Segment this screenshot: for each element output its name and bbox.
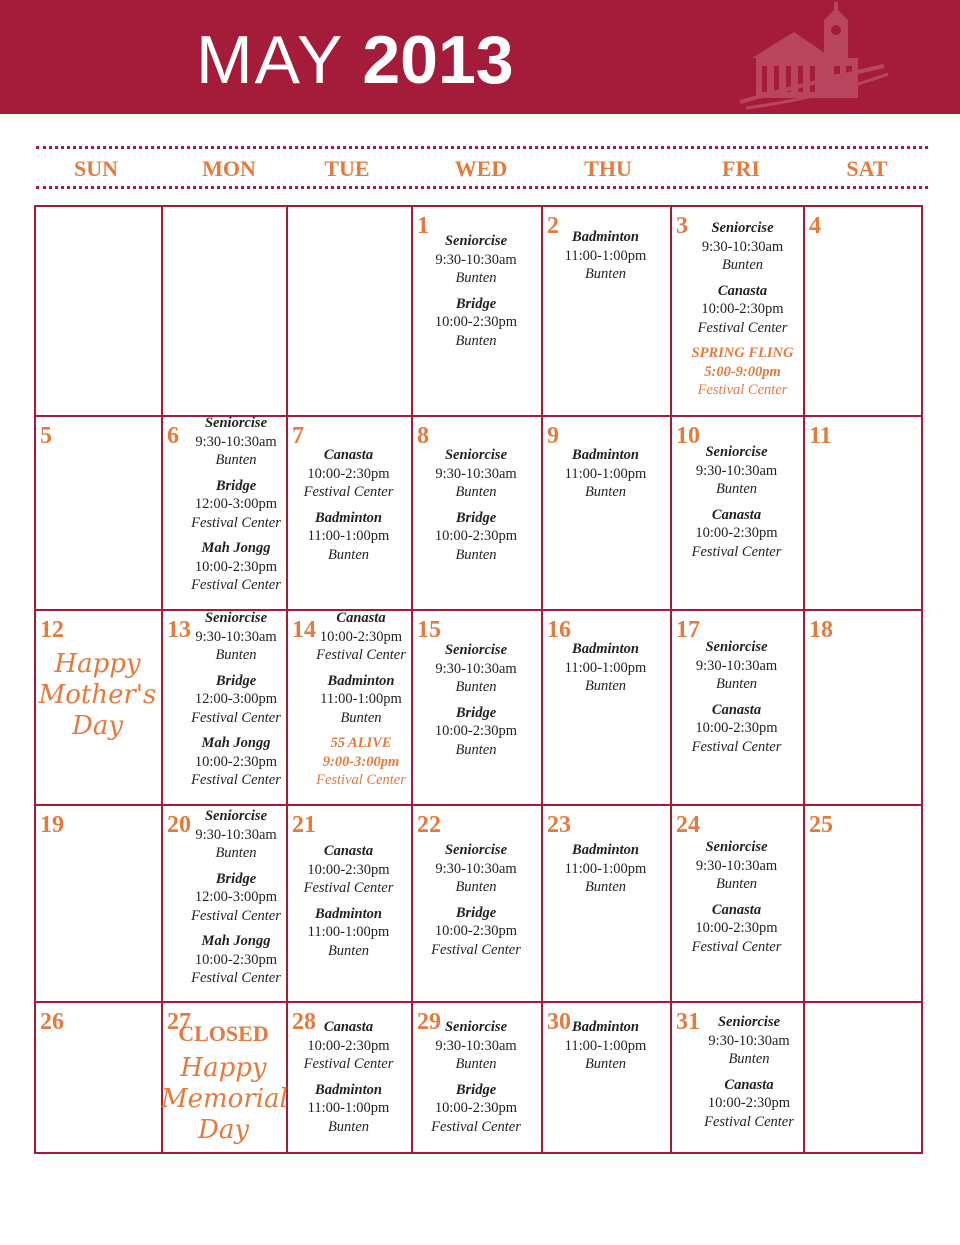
event-entry [186,734,286,790]
event-location: Festival Center [431,941,521,958]
day-events [670,638,803,763]
event-time: 9:30-10:30am [435,660,517,677]
event-name: Bridge [215,672,257,689]
event-time: 9:30-10:30am [435,251,517,268]
event-entry [286,509,411,565]
event-time: 10:00-2:30pm [307,1037,390,1054]
event-location: Bunten [455,879,497,895]
event-time: 11:00-1:00pm [564,1037,647,1054]
event-entry [682,219,803,275]
event-entry [411,232,541,288]
event-entry [186,539,286,595]
event-entry [411,1018,541,1074]
grid-row-divider [36,1001,921,1003]
day-number: 29 [417,1009,441,1035]
grid-column-divider [803,207,805,1152]
event-location: Festival Center [691,543,782,560]
event-name: Badminton [572,641,639,657]
event-location: Bunten [215,452,257,468]
event-time: 10:00-2:30pm [434,1100,518,1116]
event-time: 11:00-1:00pm [307,528,390,544]
event-name: Badminton [572,447,639,463]
event-time: 10:00-2:30pm [695,720,778,736]
event-entry [541,446,670,502]
event-entry [311,734,411,790]
event-entry [411,1081,541,1137]
day-events [541,228,670,291]
day-number: 19 [40,812,64,838]
event-location: Bunten [584,678,627,694]
event-location: Bunten [721,257,764,273]
event-location: Festival Center [691,738,782,755]
event-location: Festival Center [704,1113,794,1130]
event-time: 10:00-2:30pm [194,558,278,575]
event-time: 9:30-10:30am [435,860,517,877]
event-entry [286,1081,411,1137]
event-entry [311,609,411,665]
day-events [695,1013,803,1138]
day-events [286,842,411,967]
month-name: MAY [196,22,345,98]
event-location: Festival Center [303,1056,394,1072]
event-location: Bunten [327,546,370,563]
holiday-note-line: Day [197,1115,250,1145]
event-name: Canasta [711,701,762,718]
event-entry [411,446,541,502]
day-events [411,446,541,571]
event-entry [186,870,286,926]
event-time: 10:00-2:30pm [434,923,518,939]
event-name: Badminton [572,842,639,858]
event-entry [670,901,803,957]
day-number: 27 [167,1009,191,1035]
event-name: Seniorcise [444,447,508,463]
day-number: 23 [547,812,571,838]
event-name: Canasta [711,901,762,918]
event-time: 10:00-2:30pm [434,314,518,330]
event-name: Canasta [323,1019,374,1035]
event-time: 11:00-1:00pm [564,247,647,264]
event-name: Canasta [711,506,762,523]
event-location: Bunten [455,270,497,286]
event-name: Canasta [323,447,374,463]
event-location: Bunten [327,942,370,959]
weekday-wed: WED [454,156,508,181]
event-location: Festival Center [691,938,782,955]
day-events [286,1018,411,1143]
event-name: Mah Jongg [201,735,271,751]
event-entry [286,905,411,961]
day-number: 10 [676,423,700,449]
day-number: 25 [809,812,833,838]
event-time: 11:00-1:00pm [307,1100,390,1116]
event-name: Badminton [315,905,382,922]
event-location: Bunten [584,1056,627,1072]
day-events [541,640,670,703]
event-name: Seniorcise [717,1014,781,1030]
day-events [411,841,541,966]
event-time: 9:30-10:30am [435,465,517,482]
closed-label: CLOSED [178,1021,269,1046]
month-header-band [0,0,960,114]
event-time: 10:00-2:30pm [194,753,278,770]
event-name: Canasta [336,610,386,626]
event-entry [411,641,541,697]
event-location: Bunten [215,845,257,861]
event-location: Bunten [715,876,758,892]
event-time: 9:30-10:30am [435,1037,517,1054]
event-name: Seniorcise [204,415,268,431]
event-location: Bunten [340,709,382,726]
event-location: Bunten [584,484,627,500]
event-time: 9:30-10:30am [708,1032,790,1049]
day-number: 8 [417,423,429,449]
event-entry [286,1018,411,1074]
event-time: 11:00-1:00pm [564,860,647,877]
event-entry [541,640,670,696]
weekday-sat: SAT [846,156,888,181]
event-time: 10:00-2:30pm [695,525,778,541]
event-entry [186,807,286,863]
event-location: Festival Center [303,484,394,500]
day-events [541,446,670,509]
event-time: 10:00-2:30pm [434,528,518,544]
building-clocktower-logo [732,2,892,112]
event-time: 9:30-10:30am [195,826,277,843]
event-location: Festival Center [191,709,281,726]
day-number: 31 [676,1009,700,1035]
holiday-note-line: Day [71,711,124,741]
event-time: 9:30-10:30am [695,657,778,674]
event-location: Bunten [715,676,758,692]
event-name: Badminton [327,672,395,689]
event-time: 9:30-10:30am [195,433,277,450]
grid-column-divider [286,207,288,1152]
weekday-mon: MON [202,156,256,181]
event-location: Festival Center [697,382,788,398]
event-entry [186,932,286,988]
day-events [186,807,286,995]
event-location: Festival Center [316,772,406,788]
event-time: 10:00-2:30pm [194,951,278,968]
event-entry [541,1018,670,1074]
day-number: 2 [547,213,559,239]
holiday-note-line: Memorial [161,1084,288,1114]
event-name: Canasta [323,843,374,859]
event-name: Bridge [455,509,497,526]
holiday-note-line: Happy [180,1053,267,1083]
event-entry [186,477,286,533]
holiday-note-line: Happy [54,649,141,679]
event-time: 10:00-2:30pm [307,465,390,482]
event-time: 9:30-10:30am [695,462,778,479]
event-time: 11:00-1:00pm [564,659,647,676]
event-entry [670,838,803,894]
event-time: 9:30-10:30am [701,238,784,255]
weekday-sun: SUN [73,156,118,181]
day-number: 1 [417,213,429,239]
event-time: 9:30-10:30am [695,857,778,874]
event-location: Bunten [584,879,627,895]
holiday-note-line: Mother's [38,680,157,710]
day-number: 5 [40,423,52,449]
event-time: 11:00-1:00pm [307,924,390,940]
event-time: 10:00-2:30pm [707,1095,791,1111]
event-entry [682,282,803,338]
day-number: 13 [167,617,191,643]
day-events [411,1018,541,1143]
event-location: Bunten [215,647,257,663]
event-entry [411,841,541,897]
day-number: 3 [676,213,688,239]
month-title [196,22,514,98]
grid-row-divider [36,415,921,417]
holiday-note [161,1053,286,1146]
day-number: 4 [809,213,821,239]
event-entry [186,414,286,470]
day-events [411,641,541,766]
day-number: 9 [547,423,559,449]
event-time: 10:00-2:30pm [701,301,784,317]
event-name: Bridge [455,704,497,721]
event-location: Bunten [455,546,497,563]
event-entry [670,701,803,757]
weekday-fri: FRI [722,156,760,181]
event-name: Bridge [455,904,497,921]
event-name: Seniorcise [444,233,508,249]
day-events [311,609,411,797]
day-events [670,838,803,963]
event-entry [411,904,541,960]
event-name: Seniorcise [204,808,268,824]
event-location: Festival Center [191,514,281,531]
event-time: 11:00-1:00pm [564,465,647,482]
event-name: Seniorcise [444,842,508,858]
year: 2013 [362,22,514,98]
event-time: 5:00-9:00pm [704,363,781,380]
event-location: Bunten [584,266,627,282]
event-name: Badminton [572,1019,639,1035]
day-number: 18 [809,617,833,643]
dotted-divider-bottom [36,186,928,189]
event-location: Festival Center [191,577,281,593]
day-number: 7 [292,423,304,449]
day-number: 12 [40,617,64,643]
event-location: Festival Center [191,907,281,924]
event-location: Festival Center [303,880,394,896]
day-number: 11 [809,423,832,449]
event-time: 10:00-2:30pm [319,628,403,645]
day-number: 20 [167,812,191,838]
event-entry [411,295,541,351]
event-time: 12:00-3:00pm [194,496,278,512]
event-name: Bridge [455,295,497,312]
event-entry [411,509,541,565]
event-name: Seniorcise [711,220,774,236]
day-events [670,443,803,568]
event-entry [411,704,541,760]
event-name: Seniorcise [444,1019,508,1035]
day-events [411,232,541,357]
event-location: Bunten [455,332,497,349]
event-location: Bunten [715,481,758,497]
event-time: 12:00-3:00pm [194,889,278,905]
day-number: 30 [547,1009,571,1035]
event-location: Bunten [455,484,497,500]
event-time: 10:00-2:30pm [695,920,778,936]
holiday-note [34,649,161,742]
dotted-divider-top [36,146,928,149]
day-events [541,1018,670,1081]
day-number: 14 [292,617,316,643]
event-name: Canasta [724,1076,774,1093]
event-entry [670,638,803,694]
event-location: Festival Center [191,772,281,788]
event-name: Seniorcise [444,642,508,658]
event-location: Festival Center [697,319,788,336]
day-events [286,446,411,571]
event-entry [186,672,286,728]
grid-row-divider [36,804,921,806]
event-entry [286,446,411,502]
weekday-tue: TUE [324,156,370,181]
weekday-thu: THU [584,156,632,181]
event-entry [186,609,286,665]
event-name: Mah Jongg [201,933,271,949]
event-entry [695,1013,803,1069]
event-time: 12:00-3:00pm [194,691,278,707]
event-entry [541,841,670,897]
event-time: 11:00-1:00pm [320,691,402,707]
event-name: Seniorcise [705,639,768,655]
event-location: Bunten [728,1051,770,1067]
event-location: Bunten [327,1118,370,1135]
event-name: Mah Jongg [201,540,271,556]
event-name: Seniorcise [204,610,268,626]
event-entry [682,344,803,400]
event-name: Bridge [455,1081,497,1098]
event-name: Seniorcise [705,839,768,855]
day-number: 6 [167,423,179,449]
event-name: Canasta [717,282,768,299]
day-number: 15 [417,617,441,643]
day-number: 28 [292,1009,316,1035]
day-events [186,414,286,602]
event-name: Seniorcise [705,444,768,460]
grid-column-divider [161,207,163,1152]
event-time: 9:30-10:30am [195,628,277,645]
event-time: 10:00-2:30pm [307,861,390,878]
day-number: 24 [676,812,700,838]
day-events [541,841,670,904]
event-name: Badminton [315,1081,382,1098]
event-name: Bridge [215,477,257,494]
event-location: Bunten [455,1056,497,1072]
event-name: Badminton [572,229,639,245]
event-entry [541,228,670,284]
event-name: SPRING FLING [691,345,794,361]
event-entry [670,506,803,562]
day-number: 17 [676,617,700,643]
event-name: Badminton [315,509,382,526]
event-location: Bunten [455,679,497,695]
day-number: 26 [40,1009,64,1035]
grid-row-divider [36,609,921,611]
day-events [682,219,803,407]
event-location: Festival Center [191,970,281,986]
event-time: 9:00-3:00pm [322,753,400,770]
event-time: 10:00-2:30pm [434,723,518,739]
event-entry [695,1076,803,1132]
event-location: Bunten [455,741,497,758]
day-number: 16 [547,617,571,643]
day-events [186,609,286,797]
event-name: 55 ALIVE [330,735,392,751]
event-location: Festival Center [316,647,406,663]
day-number: 21 [292,812,316,838]
event-entry [670,443,803,499]
event-entry [311,672,411,728]
event-name: Bridge [215,870,257,887]
event-entry [286,842,411,898]
day-number: 22 [417,812,441,838]
event-location: Festival Center [431,1118,521,1135]
